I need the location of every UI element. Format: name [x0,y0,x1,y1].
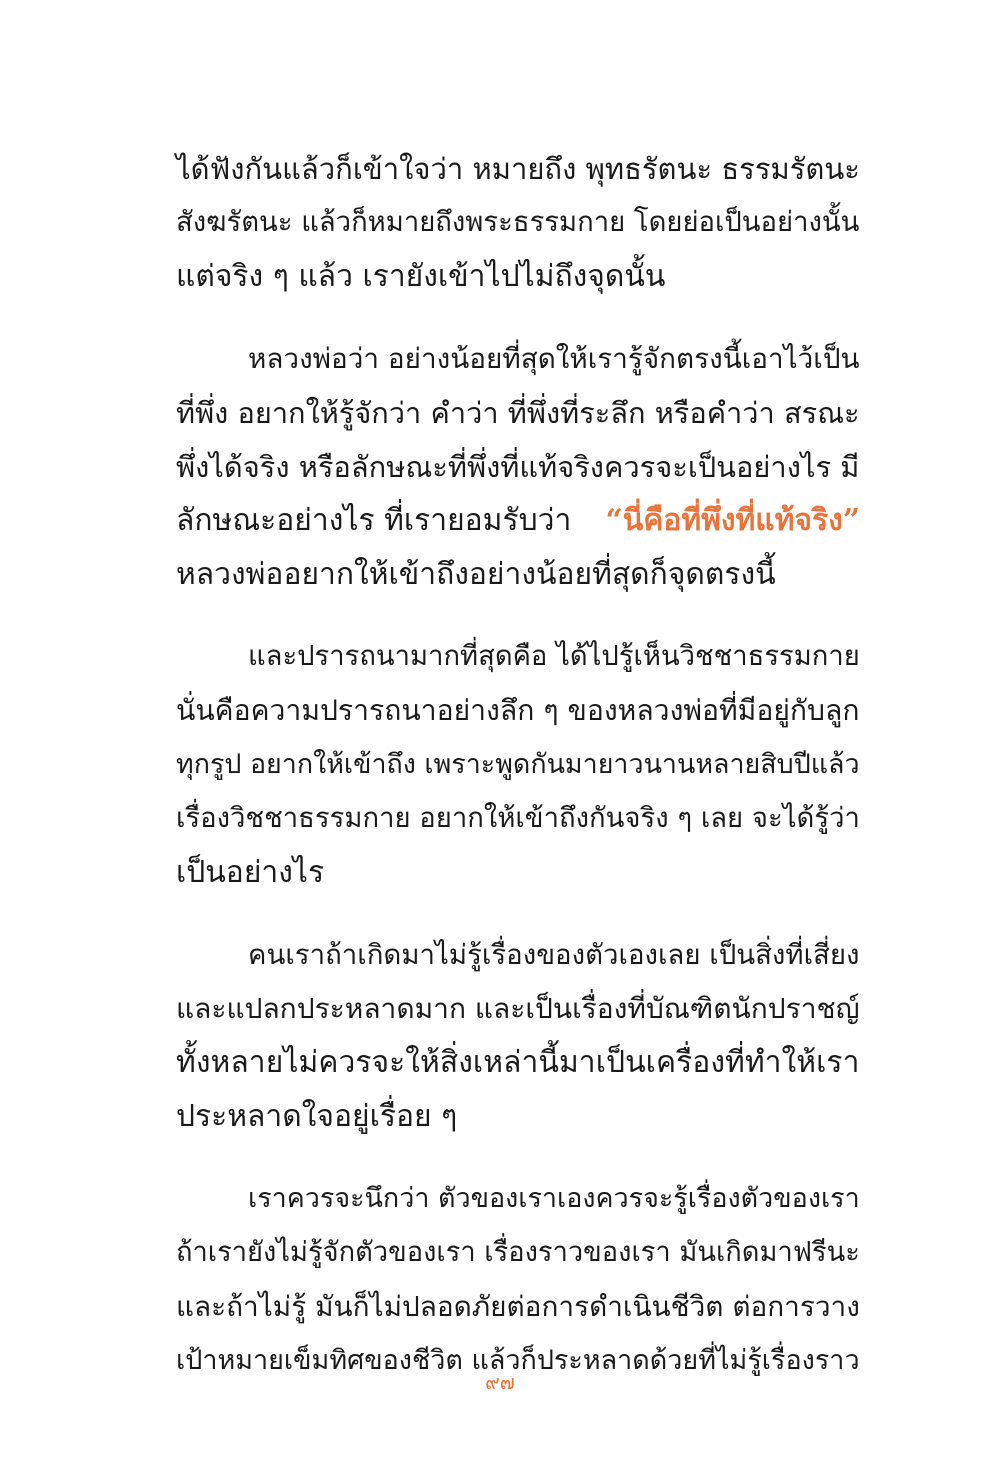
text-line: และปรารถนามากที่สุดคือ ได้ไปรู้เห็นวิชชาธรรมกาย [248,641,860,672]
text-line: ได้ฟังกันแล้วก็เข้าใจว่า หมายถึง พุทธรัตนะ ธรรมรัตนะ [176,152,860,186]
text-line: ประหลาดใจอยู่เรื่อย ๆ [176,1099,458,1134]
text-line: แต่จริง ๆ แล้ว เรายังเข้าไปไม่ถึงจุดนั้น [176,259,666,294]
text-line: นั่นคือความปรารถนาอย่างลึก ๆ ของหลวงพ่อที่มีอยู่กับลูก [176,694,860,727]
text-line: หลวงพ่ออยากให้เข้าถึงอย่างน้อยที่สุดก็จุดตรงนี้ [176,557,776,592]
text-line: และแปลกประหลาดมาก และเป็นเรื่องที่บัณฑิตนักปราชญ์ [176,992,860,1025]
text-line: ที่พึ่ง อยากให้รู้จักว่า คำว่า ที่พึ่งที่ระลึก หรือคำว่า สรณะ [176,396,860,430]
text-line: และถ้าไม่รู้ มันก็ไม่ปลอดภัยต่อการดำเนินชีวิต ต่อการวาง [176,1290,860,1323]
page-number: ๙๗ [485,1370,515,1394]
text-line: สังฆรัตนะ แล้วก็หมายถึงพระธรรมกาย โดยย่อเป็นอย่างนั้น [176,207,860,238]
text-line: ทั้งหลายไม่ควรจะให้สิ่งเหล่านี้มาเป็นเครื่องที่ทำให้เรา [176,1045,860,1080]
text-line: ลักษณะอย่างไร ที่เรายอมรับว่า “นี่คือที่พึ่งที่แท้จริง” [176,494,860,548]
body-text [176,142,860,1416]
paragraph-5 [176,1172,860,1388]
paragraph-1 [176,142,860,304]
text-line: คนเราถ้าเกิดมาไม่รู้เรื่องของตัวเองเลย เป็นสิ่งที่เสี่ยง [248,938,860,971]
text-line: ถ้าเรายังไม่รู้จักตัวของเรา เรื่องราวของเรา มันเกิดมาฟรีนะ [176,1237,860,1268]
highlighted-quote: “นี่คือที่พึ่งที่แท้จริง” [605,503,860,538]
paragraph-4 [176,928,860,1144]
text-line: เป้าหมายเข็มทิศของชีวิต แล้วก็ประหลาดด้วยที่ไม่รู้เรื่องราว [176,1345,860,1376]
text-line: หลวงพ่อว่า อย่างน้อยที่สุดให้เรารู้จักตรงนี้เอาไว้เป็น [248,342,860,375]
text-line: เราควรจะนึกว่า ตัวของเราเองควรจะรู้เรื่องตัวของเรา [248,1183,860,1214]
text-line: ทุกรูป อยากให้เข้าถึง เพราะพูดกันมายาวนานหลายสิบปีแล้ว [176,749,860,780]
text-line: เป็นอย่างไร [176,855,325,890]
paragraph-2 [176,332,860,602]
text-line: เรื่องวิชชาธรรมกาย อยากให้เข้าถึงกันจริง ๆ เลย จะได้รู้ว่า [176,803,860,834]
text-line: พึ่งได้จริง หรือลักษณะที่พึ่งที่แท้จริงควรจะเป็นอย่างไร มี [176,450,860,484]
paragraph-3 [176,630,860,900]
